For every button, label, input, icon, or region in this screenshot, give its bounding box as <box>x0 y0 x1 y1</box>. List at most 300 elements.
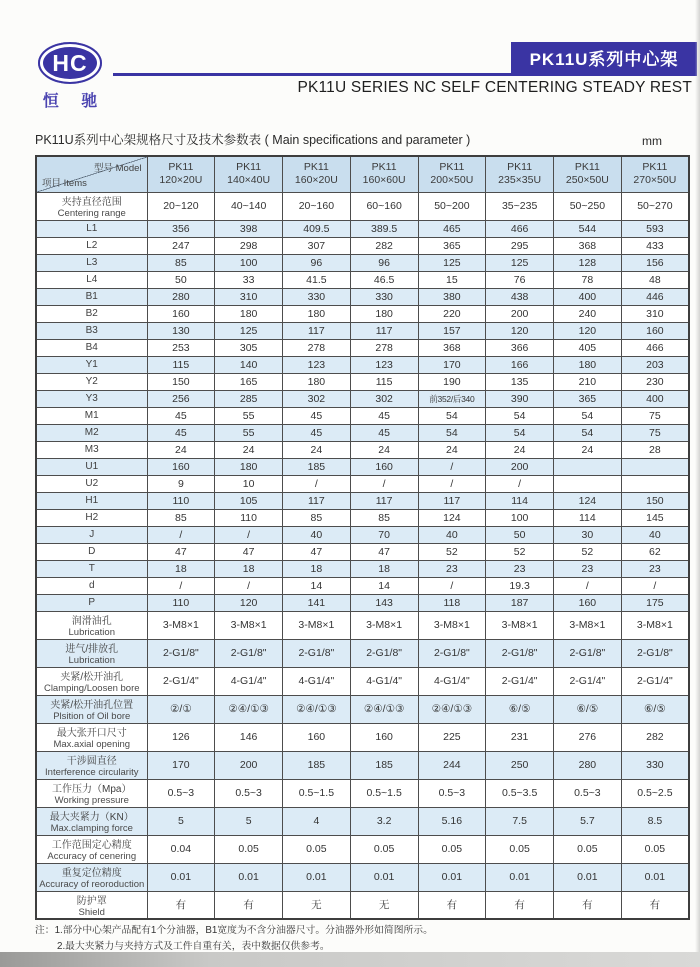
corner-cell <box>36 156 147 192</box>
spec-value-cell: 210 <box>554 373 622 390</box>
spec-value-cell: 40 <box>621 526 689 543</box>
spec-value-cell: 160 <box>554 594 622 611</box>
spec-value-cell: 19.3 <box>486 577 554 594</box>
spec-value-cell: 47 <box>283 543 351 560</box>
spec-value-cell: 40 <box>283 526 351 543</box>
spec-value-cell: 160 <box>350 458 418 475</box>
spec-value-cell: 2-G1/8" <box>486 639 554 667</box>
table-row <box>36 407 689 424</box>
spec-value-cell: 160 <box>350 723 418 751</box>
spec-value-cell: 0.05 <box>350 835 418 863</box>
table-row <box>36 373 689 390</box>
table-row <box>36 611 689 639</box>
spec-value-cell: 2-G1/8" <box>554 639 622 667</box>
spec-value-cell: 14 <box>283 577 351 594</box>
table-title-row <box>35 130 690 148</box>
spec-value-cell: 4-G1/4" <box>350 667 418 695</box>
table-row <box>36 751 689 779</box>
spec-value-cell: 117 <box>283 492 351 509</box>
spec-value-cell: 280 <box>554 751 622 779</box>
spec-value-cell: 220 <box>418 305 486 322</box>
table-row <box>36 237 689 254</box>
spec-value-cell: 0.05 <box>283 835 351 863</box>
spec-value-cell: 14 <box>350 577 418 594</box>
spec-value-cell: 160 <box>283 723 351 751</box>
spec-value-cell: 45 <box>283 424 351 441</box>
table-row <box>36 594 689 611</box>
spec-value-cell: 33 <box>215 271 283 288</box>
spec-value-cell: 23 <box>554 560 622 577</box>
spec-value-cell: 75 <box>621 407 689 424</box>
spec-value-cell: 256 <box>147 390 215 407</box>
spec-value-cell: 3-M8×1 <box>418 611 486 639</box>
row-label: B4 <box>36 339 147 356</box>
spec-value-cell: ②/① <box>147 695 215 723</box>
spec-value-cell: 0.05 <box>215 835 283 863</box>
spec-value-cell: / <box>418 475 486 492</box>
spec-value-cell: 125 <box>418 254 486 271</box>
spec-value-cell: 96 <box>283 254 351 271</box>
spec-value-cell: 141 <box>283 594 351 611</box>
spec-value-cell: 398 <box>215 220 283 237</box>
spec-value-cell: 330 <box>283 288 351 305</box>
spec-value-cell: 278 <box>283 339 351 356</box>
spec-value-cell: 0.05 <box>486 835 554 863</box>
spec-value-cell: 250 <box>486 751 554 779</box>
spec-value-cell: 3-M8×1 <box>621 611 689 639</box>
spec-value-cell: 24 <box>418 441 486 458</box>
spec-value-cell: 0.5~3 <box>418 779 486 807</box>
spec-value-cell: 365 <box>554 390 622 407</box>
spec-value-cell: 156 <box>621 254 689 271</box>
spec-value-cell: 175 <box>621 594 689 611</box>
spec-value-cell: 2-G1/8" <box>350 639 418 667</box>
spec-value-cell: 0.01 <box>554 863 622 891</box>
spec-value-cell: 466 <box>486 220 554 237</box>
spec-value-cell: 276 <box>554 723 622 751</box>
spec-value-cell: 28 <box>621 441 689 458</box>
spec-value-cell: 114 <box>554 509 622 526</box>
spec-value-cell: 389.5 <box>350 220 418 237</box>
row-label: Y1 <box>36 356 147 373</box>
spec-value-cell: 120 <box>215 594 283 611</box>
spec-value-cell: 3-M8×1 <box>554 611 622 639</box>
spec-value-cell: 前352/后340 <box>418 390 486 407</box>
spec-value-cell: / <box>350 475 418 492</box>
spec-value-cell: 146 <box>215 723 283 751</box>
spec-value-cell: ②④/①③ <box>283 695 351 723</box>
series-subtitle-en: PK11U SERIES NC SELF CENTERING STEADY REST <box>297 79 692 96</box>
spec-value-cell: 有 <box>554 891 622 919</box>
spec-value-cell: 85 <box>350 509 418 526</box>
spec-value-cell: 200 <box>215 751 283 779</box>
spec-value-cell: 305 <box>215 339 283 356</box>
row-label: B2 <box>36 305 147 322</box>
spec-value-cell: 110 <box>147 594 215 611</box>
spec-value-cell: 446 <box>621 288 689 305</box>
table-row <box>36 560 689 577</box>
spec-value-cell <box>621 475 689 492</box>
spec-value-cell: 4-G1/4" <box>418 667 486 695</box>
row-label: U2 <box>36 475 147 492</box>
table-row <box>36 271 689 288</box>
table-row <box>36 835 689 863</box>
spec-value-cell: / <box>418 458 486 475</box>
spec-value-cell: 有 <box>147 891 215 919</box>
row-label: M2 <box>36 424 147 441</box>
spec-value-cell: ②④/①③ <box>418 695 486 723</box>
spec-value-cell: 20~160 <box>283 192 351 220</box>
spec-value-cell: 55 <box>215 407 283 424</box>
spec-value-cell: 100 <box>215 254 283 271</box>
row-label: 工作压力（Mpa） Working pressure <box>36 779 147 807</box>
spec-value-cell: / <box>418 577 486 594</box>
spec-value-cell: 2-G1/8" <box>215 639 283 667</box>
specification-table <box>35 155 690 920</box>
table-row <box>36 192 689 220</box>
spec-value-cell: 47 <box>350 543 418 560</box>
spec-value-cell: 330 <box>350 288 418 305</box>
row-label: B1 <box>36 288 147 305</box>
table-row <box>36 543 689 560</box>
column-header-model: PK11 160×60U <box>350 156 418 192</box>
spec-value-cell: 405 <box>554 339 622 356</box>
spec-value-cell: 23 <box>486 560 554 577</box>
table-row <box>36 254 689 271</box>
table-row <box>36 779 689 807</box>
spec-value-cell: 365 <box>418 237 486 254</box>
spec-value-cell: 150 <box>621 492 689 509</box>
spec-value-cell: 280 <box>147 288 215 305</box>
spec-value-cell: 253 <box>147 339 215 356</box>
spec-value-cell: 23 <box>418 560 486 577</box>
table-row <box>36 639 689 667</box>
spec-value-cell: 409.5 <box>283 220 351 237</box>
spec-value-cell: 54 <box>418 424 486 441</box>
spec-value-cell: 165 <box>215 373 283 390</box>
spec-value-cell: 160 <box>621 322 689 339</box>
spec-value-cell: 有 <box>215 891 283 919</box>
spec-value-cell: 180 <box>350 305 418 322</box>
spec-value-cell: 52 <box>554 543 622 560</box>
scan-edge-right <box>695 0 700 967</box>
header-divider <box>113 73 697 76</box>
row-label: J <box>36 526 147 543</box>
spec-value-cell: 0.01 <box>486 863 554 891</box>
spec-value-cell: 2-G1/4" <box>147 667 215 695</box>
spec-value-cell: 125 <box>215 322 283 339</box>
table-row <box>36 723 689 751</box>
spec-value-cell: 330 <box>621 751 689 779</box>
spec-value-cell: 4-G1/4" <box>283 667 351 695</box>
footnote-line2: 2.最大夹紧力与夹持方式及工件自重有关，表中数据仅供参考。 <box>57 940 330 952</box>
spec-value-cell: 150 <box>147 373 215 390</box>
spec-value-cell: 180 <box>283 305 351 322</box>
spec-value-cell: 50~250 <box>554 192 622 220</box>
row-label: 最大张开口尺寸 Max.axial opening <box>36 723 147 751</box>
spec-value-cell: 126 <box>147 723 215 751</box>
spec-value-cell: 2-G1/4" <box>621 667 689 695</box>
column-header-model: PK11 250×50U <box>554 156 622 192</box>
spec-value-cell: 310 <box>215 288 283 305</box>
spec-value-cell: 160 <box>147 458 215 475</box>
row-label: d <box>36 577 147 594</box>
spec-value-cell: 3.2 <box>350 807 418 835</box>
spec-value-cell: 124 <box>554 492 622 509</box>
spec-value-cell: 180 <box>215 458 283 475</box>
spec-value-cell: 187 <box>486 594 554 611</box>
spec-value-cell: 24 <box>283 441 351 458</box>
spec-value-cell: 124 <box>418 509 486 526</box>
spec-value-cell: 118 <box>418 594 486 611</box>
spec-value-cell: 190 <box>418 373 486 390</box>
spec-value-cell: 120 <box>554 322 622 339</box>
spec-value-cell: 45 <box>350 424 418 441</box>
spec-value-cell: 24 <box>486 441 554 458</box>
spec-value-cell: 54 <box>554 407 622 424</box>
spec-value-cell: 380 <box>418 288 486 305</box>
spec-value-cell: 无 <box>350 891 418 919</box>
spec-value-cell: 244 <box>418 751 486 779</box>
spec-value-cell: 70 <box>350 526 418 543</box>
series-banner: PK11U系列中心架 <box>511 42 697 73</box>
spec-value-cell: 0.01 <box>350 863 418 891</box>
row-label: 重复定位精度 Accuracy of reoroduction <box>36 863 147 891</box>
spec-value-cell: 166 <box>486 356 554 373</box>
row-label: H2 <box>36 509 147 526</box>
spec-value-cell: 2-G1/4" <box>486 667 554 695</box>
spec-value-cell: 18 <box>147 560 215 577</box>
spec-value-cell: 0.5~1.5 <box>350 779 418 807</box>
table-row <box>36 458 689 475</box>
spec-value-cell: 55 <box>215 424 283 441</box>
spec-value-cell: 18 <box>215 560 283 577</box>
row-label: Y2 <box>36 373 147 390</box>
spec-value-cell: 160 <box>147 305 215 322</box>
spec-value-cell: 128 <box>554 254 622 271</box>
spec-value-cell: 123 <box>350 356 418 373</box>
company-logo <box>38 42 102 84</box>
table-row <box>36 807 689 835</box>
spec-value-cell: 45 <box>283 407 351 424</box>
spec-value-cell: 390 <box>486 390 554 407</box>
spec-value-cell: 4 <box>283 807 351 835</box>
spec-value-cell: 41.5 <box>283 271 351 288</box>
column-header-model: PK11 160×20U <box>283 156 351 192</box>
row-label: 夹紧/松开油孔位置 Plsition of Oil bore <box>36 695 147 723</box>
corner-model-label: 型号 Model <box>93 163 142 174</box>
spec-value-cell: 0.05 <box>554 835 622 863</box>
spec-value-cell: 40 <box>418 526 486 543</box>
spec-value-cell: 0.5~3 <box>215 779 283 807</box>
spec-value-cell <box>554 458 622 475</box>
spec-value-cell: 50 <box>486 526 554 543</box>
spec-value-cell: 85 <box>147 254 215 271</box>
spec-value-cell: 180 <box>283 373 351 390</box>
row-label: 夹紧/松开油孔 Clamping/Loosen bore <box>36 667 147 695</box>
spec-value-cell: 310 <box>621 305 689 322</box>
spec-value-cell: 282 <box>621 723 689 751</box>
scan-edge-bottom <box>0 952 700 967</box>
spec-value-cell: 114 <box>486 492 554 509</box>
spec-value-cell: 2-G1/8" <box>621 639 689 667</box>
spec-value-cell: 5 <box>147 807 215 835</box>
spec-value-cell: 143 <box>350 594 418 611</box>
table-row <box>36 526 689 543</box>
row-label: 润滑油孔 Lubrication <box>36 611 147 639</box>
spec-value-cell: ②④/①③ <box>350 695 418 723</box>
spec-value-cell: 0.5~1.5 <box>283 779 351 807</box>
spec-value-cell: 0.5~3 <box>554 779 622 807</box>
spec-value-cell: 0.01 <box>283 863 351 891</box>
spec-value-cell: 30 <box>554 526 622 543</box>
spec-value-cell: 117 <box>283 322 351 339</box>
row-label: T <box>36 560 147 577</box>
row-label: L4 <box>36 271 147 288</box>
spec-value-cell: 有 <box>621 891 689 919</box>
company-name: 恒 驰 <box>42 93 107 110</box>
logo-text: HC <box>52 49 88 76</box>
spec-value-cell: 8.5 <box>621 807 689 835</box>
table-row <box>36 305 689 322</box>
spec-value-cell: 3-M8×1 <box>283 611 351 639</box>
spec-value-cell: / <box>621 577 689 594</box>
spec-value-cell: 54 <box>418 407 486 424</box>
spec-value-cell: 400 <box>621 390 689 407</box>
row-label: 进气/排放孔 Lubrication <box>36 639 147 667</box>
spec-value-cell: / <box>147 577 215 594</box>
spec-value-cell: / <box>486 475 554 492</box>
spec-value-cell: 23 <box>621 560 689 577</box>
spec-value-cell: 76 <box>486 271 554 288</box>
spec-value-cell: 54 <box>554 424 622 441</box>
spec-value-cell <box>621 458 689 475</box>
spec-value-cell: 180 <box>554 356 622 373</box>
spec-value-cell: 50~270 <box>621 192 689 220</box>
table-row <box>36 220 689 237</box>
spec-value-cell: 50~200 <box>418 192 486 220</box>
spec-value-cell: 0.01 <box>147 863 215 891</box>
table-row <box>36 577 689 594</box>
spec-value-cell: / <box>215 526 283 543</box>
spec-value-cell: 117 <box>350 492 418 509</box>
row-label: 最大夹紧力（KN） Max.clamping force <box>36 807 147 835</box>
row-label: B3 <box>36 322 147 339</box>
spec-value-cell: 0.5~2.5 <box>621 779 689 807</box>
table-row <box>36 424 689 441</box>
corner-items-label: 项目 Items <box>42 177 87 189</box>
spec-value-cell: / <box>147 526 215 543</box>
row-label: M1 <box>36 407 147 424</box>
spec-value-cell: 240 <box>554 305 622 322</box>
spec-value-cell: 117 <box>350 322 418 339</box>
spec-value-cell: 3-M8×1 <box>350 611 418 639</box>
spec-value-cell: 230 <box>621 373 689 390</box>
table-row <box>36 441 689 458</box>
spec-value-cell: 75 <box>621 424 689 441</box>
spec-value-cell: 295 <box>486 237 554 254</box>
spec-value-cell: 0.05 <box>418 835 486 863</box>
table-row <box>36 288 689 305</box>
spec-value-cell: 45 <box>147 424 215 441</box>
footnotes <box>35 923 433 954</box>
spec-value-cell: / <box>215 577 283 594</box>
spec-value-cell: 2-G1/8" <box>147 639 215 667</box>
spec-value-cell: 47 <box>215 543 283 560</box>
row-label: L3 <box>36 254 147 271</box>
spec-value-cell: 110 <box>215 509 283 526</box>
spec-value-cell: 47 <box>147 543 215 560</box>
table-row <box>36 322 689 339</box>
spec-value-cell: 18 <box>283 560 351 577</box>
spec-value-cell: 0.01 <box>215 863 283 891</box>
column-header-model: PK11 200×50U <box>418 156 486 192</box>
spec-value-cell: 10 <box>215 475 283 492</box>
spec-value-cell: 78 <box>554 271 622 288</box>
spec-value-cell: 有 <box>418 891 486 919</box>
spec-value-cell: 62 <box>621 543 689 560</box>
spec-value-cell: 170 <box>147 751 215 779</box>
spec-value-cell: 200 <box>486 305 554 322</box>
spec-value-cell: 有 <box>486 891 554 919</box>
spec-value-cell: 5 <box>215 807 283 835</box>
spec-value-cell: 247 <box>147 237 215 254</box>
spec-value-cell: 307 <box>283 237 351 254</box>
spec-value-cell: 54 <box>486 407 554 424</box>
spec-value-cell: 110 <box>147 492 215 509</box>
row-label: Y3 <box>36 390 147 407</box>
spec-value-cell: 24 <box>147 441 215 458</box>
spec-value-cell: 20~120 <box>147 192 215 220</box>
spec-value-cell: 203 <box>621 356 689 373</box>
spec-value-cell: 466 <box>621 339 689 356</box>
spec-value-cell: 52 <box>486 543 554 560</box>
spec-value-cell: 302 <box>283 390 351 407</box>
spec-value-cell: 85 <box>283 509 351 526</box>
spec-value-cell: 366 <box>486 339 554 356</box>
spec-value-cell: ⑥/⑤ <box>554 695 622 723</box>
spec-value-cell: 302 <box>350 390 418 407</box>
spec-value-cell: 0.05 <box>621 835 689 863</box>
row-label: D <box>36 543 147 560</box>
column-header-model: PK11 235×35U <box>486 156 554 192</box>
spec-value-cell: ②④/①③ <box>215 695 283 723</box>
row-label: M3 <box>36 441 147 458</box>
spec-value-cell: 135 <box>486 373 554 390</box>
spec-value-cell: 48 <box>621 271 689 288</box>
spec-value-cell: 225 <box>418 723 486 751</box>
row-label: 夹持直径范围 Centering range <box>36 192 147 220</box>
spec-value-cell: 180 <box>215 305 283 322</box>
spec-value-cell: 5.16 <box>418 807 486 835</box>
spec-value-cell: 3-M8×1 <box>486 611 554 639</box>
row-label: 干涉圆直径 Interference circularity <box>36 751 147 779</box>
row-label: H1 <box>36 492 147 509</box>
spec-value-cell: 0.5~3 <box>147 779 215 807</box>
table-row <box>36 475 689 492</box>
table-row <box>36 356 689 373</box>
spec-value-cell: 170 <box>418 356 486 373</box>
spec-value-cell: 24 <box>215 441 283 458</box>
spec-value-cell: / <box>554 577 622 594</box>
column-header-model: PK11 140×40U <box>215 156 283 192</box>
spec-value-cell: 0.01 <box>621 863 689 891</box>
spec-value-cell: 18 <box>350 560 418 577</box>
footnote-line1: 注：1.部分中心架产品配有1个分油器，B1宽度为不含分油器尺寸。分油器外形如简图所示。 <box>35 925 433 936</box>
spec-value-cell: 2-G1/4" <box>554 667 622 695</box>
spec-value-cell: 2-G1/8" <box>283 639 351 667</box>
spec-value-cell: 85 <box>147 509 215 526</box>
